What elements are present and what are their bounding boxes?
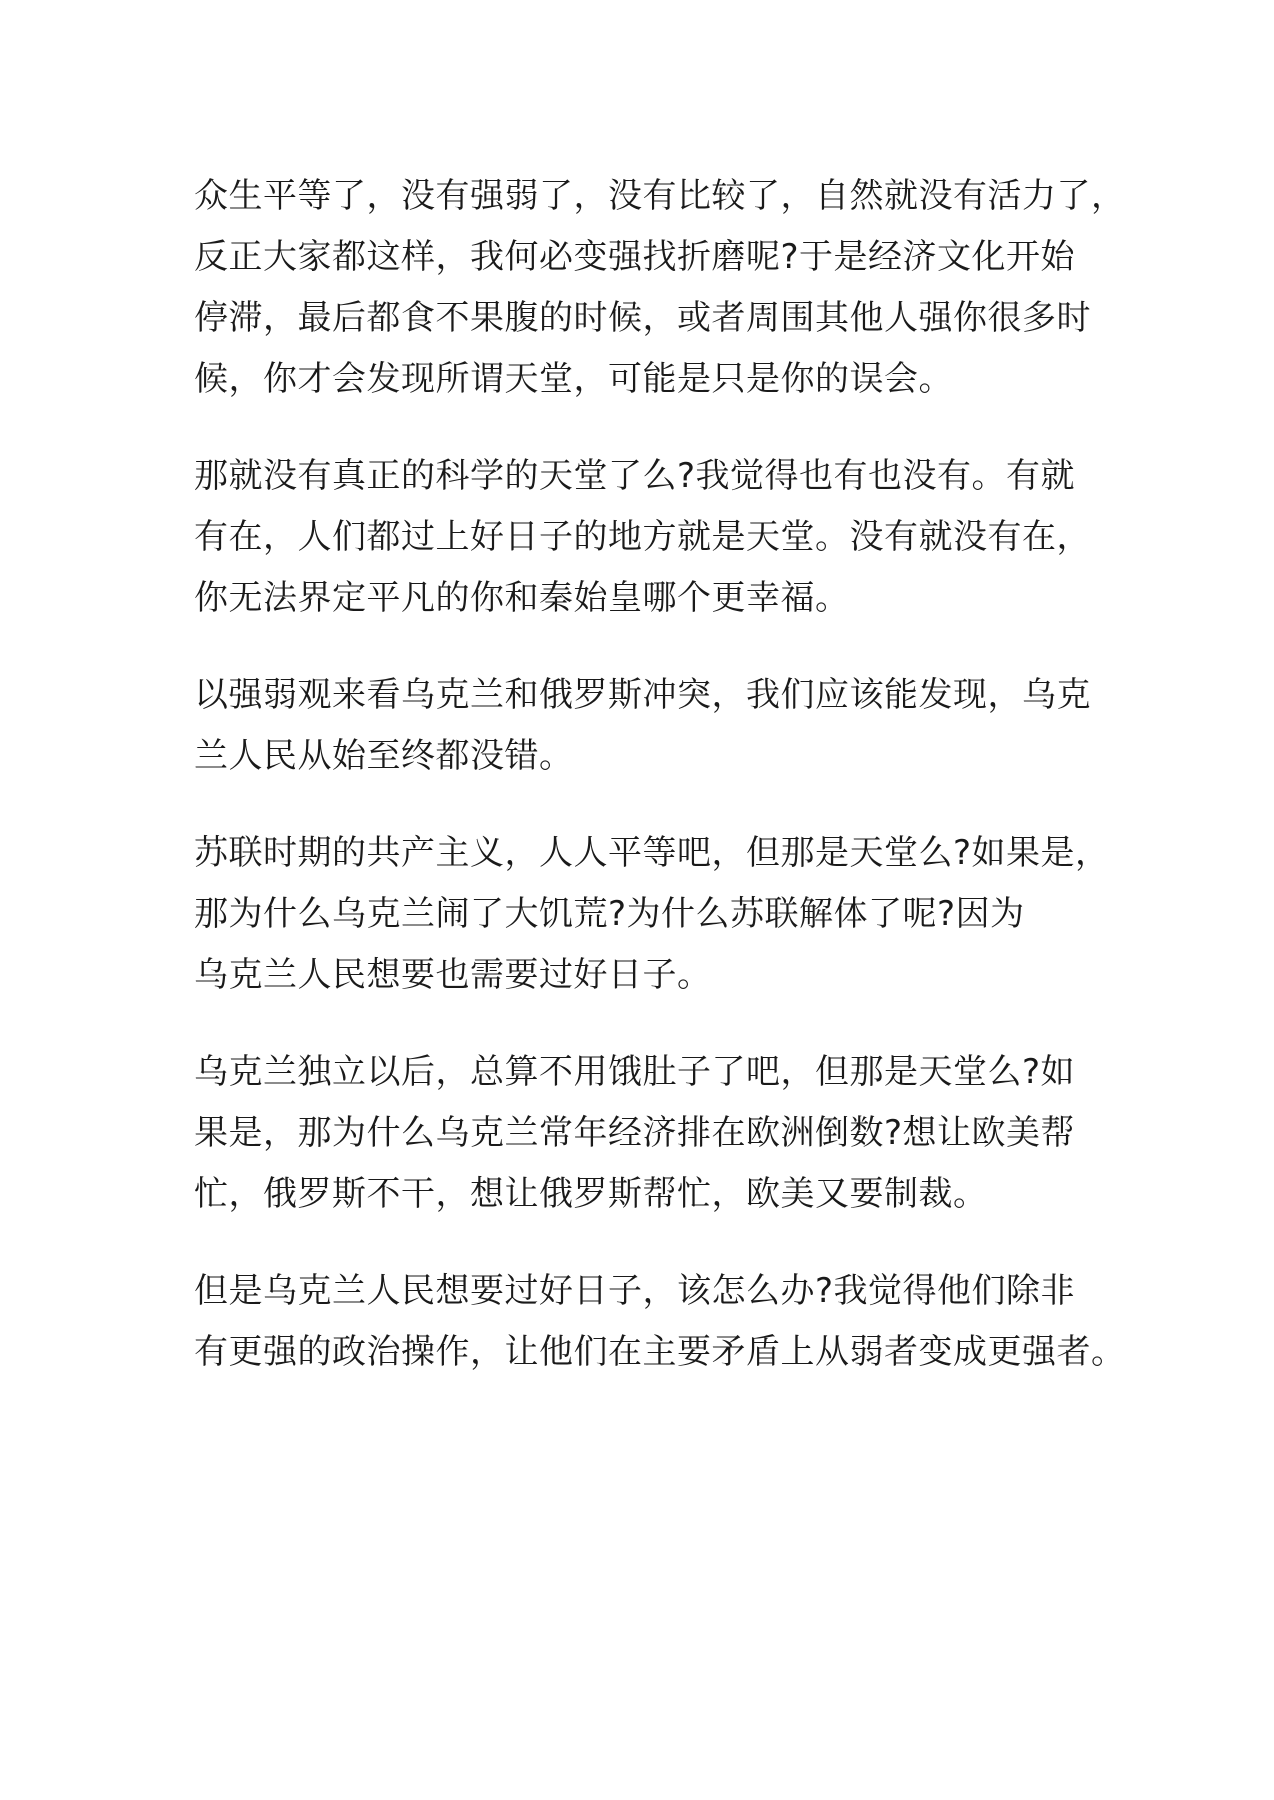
paragraph-line: 乌克兰独立以后，总算不用饿肚子了吧，但那是天堂么?如: [194, 1052, 1076, 1092]
paragraph-line: 果是，那为什么乌克兰常年经济排在欧洲倒数?想让欧美帮: [194, 1113, 1076, 1153]
paragraph-line: 那为什么乌克兰闹了大饥荒?为什么苏联解体了呢?因为: [194, 894, 1025, 934]
paragraph-line: 忙，俄罗斯不干，想让俄罗斯帮忙，欧美又要制裁。: [194, 1174, 988, 1214]
paragraph-3: [194, 665, 1094, 787]
paragraph-line: 你无法界定平凡的你和秦始皇哪个更幸福。: [194, 578, 850, 618]
paragraph-line: 有更强的政治操作，让他们在主要矛盾上从弱者变成更强者。: [194, 1332, 1126, 1372]
paragraph-2: [194, 446, 1094, 629]
paragraph-line: 反正大家都这样，我何必变强找折磨呢?于是经济文化开始: [194, 237, 1076, 277]
paragraph-6: [194, 1261, 1126, 1383]
article-body: [194, 166, 1126, 1419]
paragraph-line: 众生平等了，没有强弱了，没有比较了，自然就没有活力了，: [194, 176, 1126, 216]
paragraph-line: 候，你才会发现所谓天堂，可能是只是你的误会。: [194, 359, 953, 399]
paragraph-line: 那就没有真正的科学的天堂了么?我觉得也有也没有。有就: [194, 456, 1076, 496]
paragraph-line: 苏联时期的共产主义，人人平等吧，但那是天堂么?如果是，: [194, 833, 1110, 873]
paragraph-line: 兰人民从始至终都没错。: [194, 736, 574, 776]
paragraph-1: [194, 166, 1126, 410]
paragraph-line: 但是乌克兰人民想要过好日子，该怎么办?我觉得他们除非: [194, 1271, 1076, 1311]
paragraph-line: 以强弱观来看乌克兰和俄罗斯冲突，我们应该能发现，乌克: [194, 675, 1091, 715]
paragraph-line: 停滞，最后都食不果腹的时候，或者周围其他人强你很多时: [194, 298, 1091, 338]
paragraph-4: [194, 823, 1110, 1006]
paragraph-5: [194, 1042, 1094, 1225]
paragraph-line: 有在，人们都过上好日子的地方就是天堂。没有就没有在，: [194, 517, 1091, 557]
paragraph-line: 乌克兰人民想要也需要过好日子。: [194, 955, 712, 995]
